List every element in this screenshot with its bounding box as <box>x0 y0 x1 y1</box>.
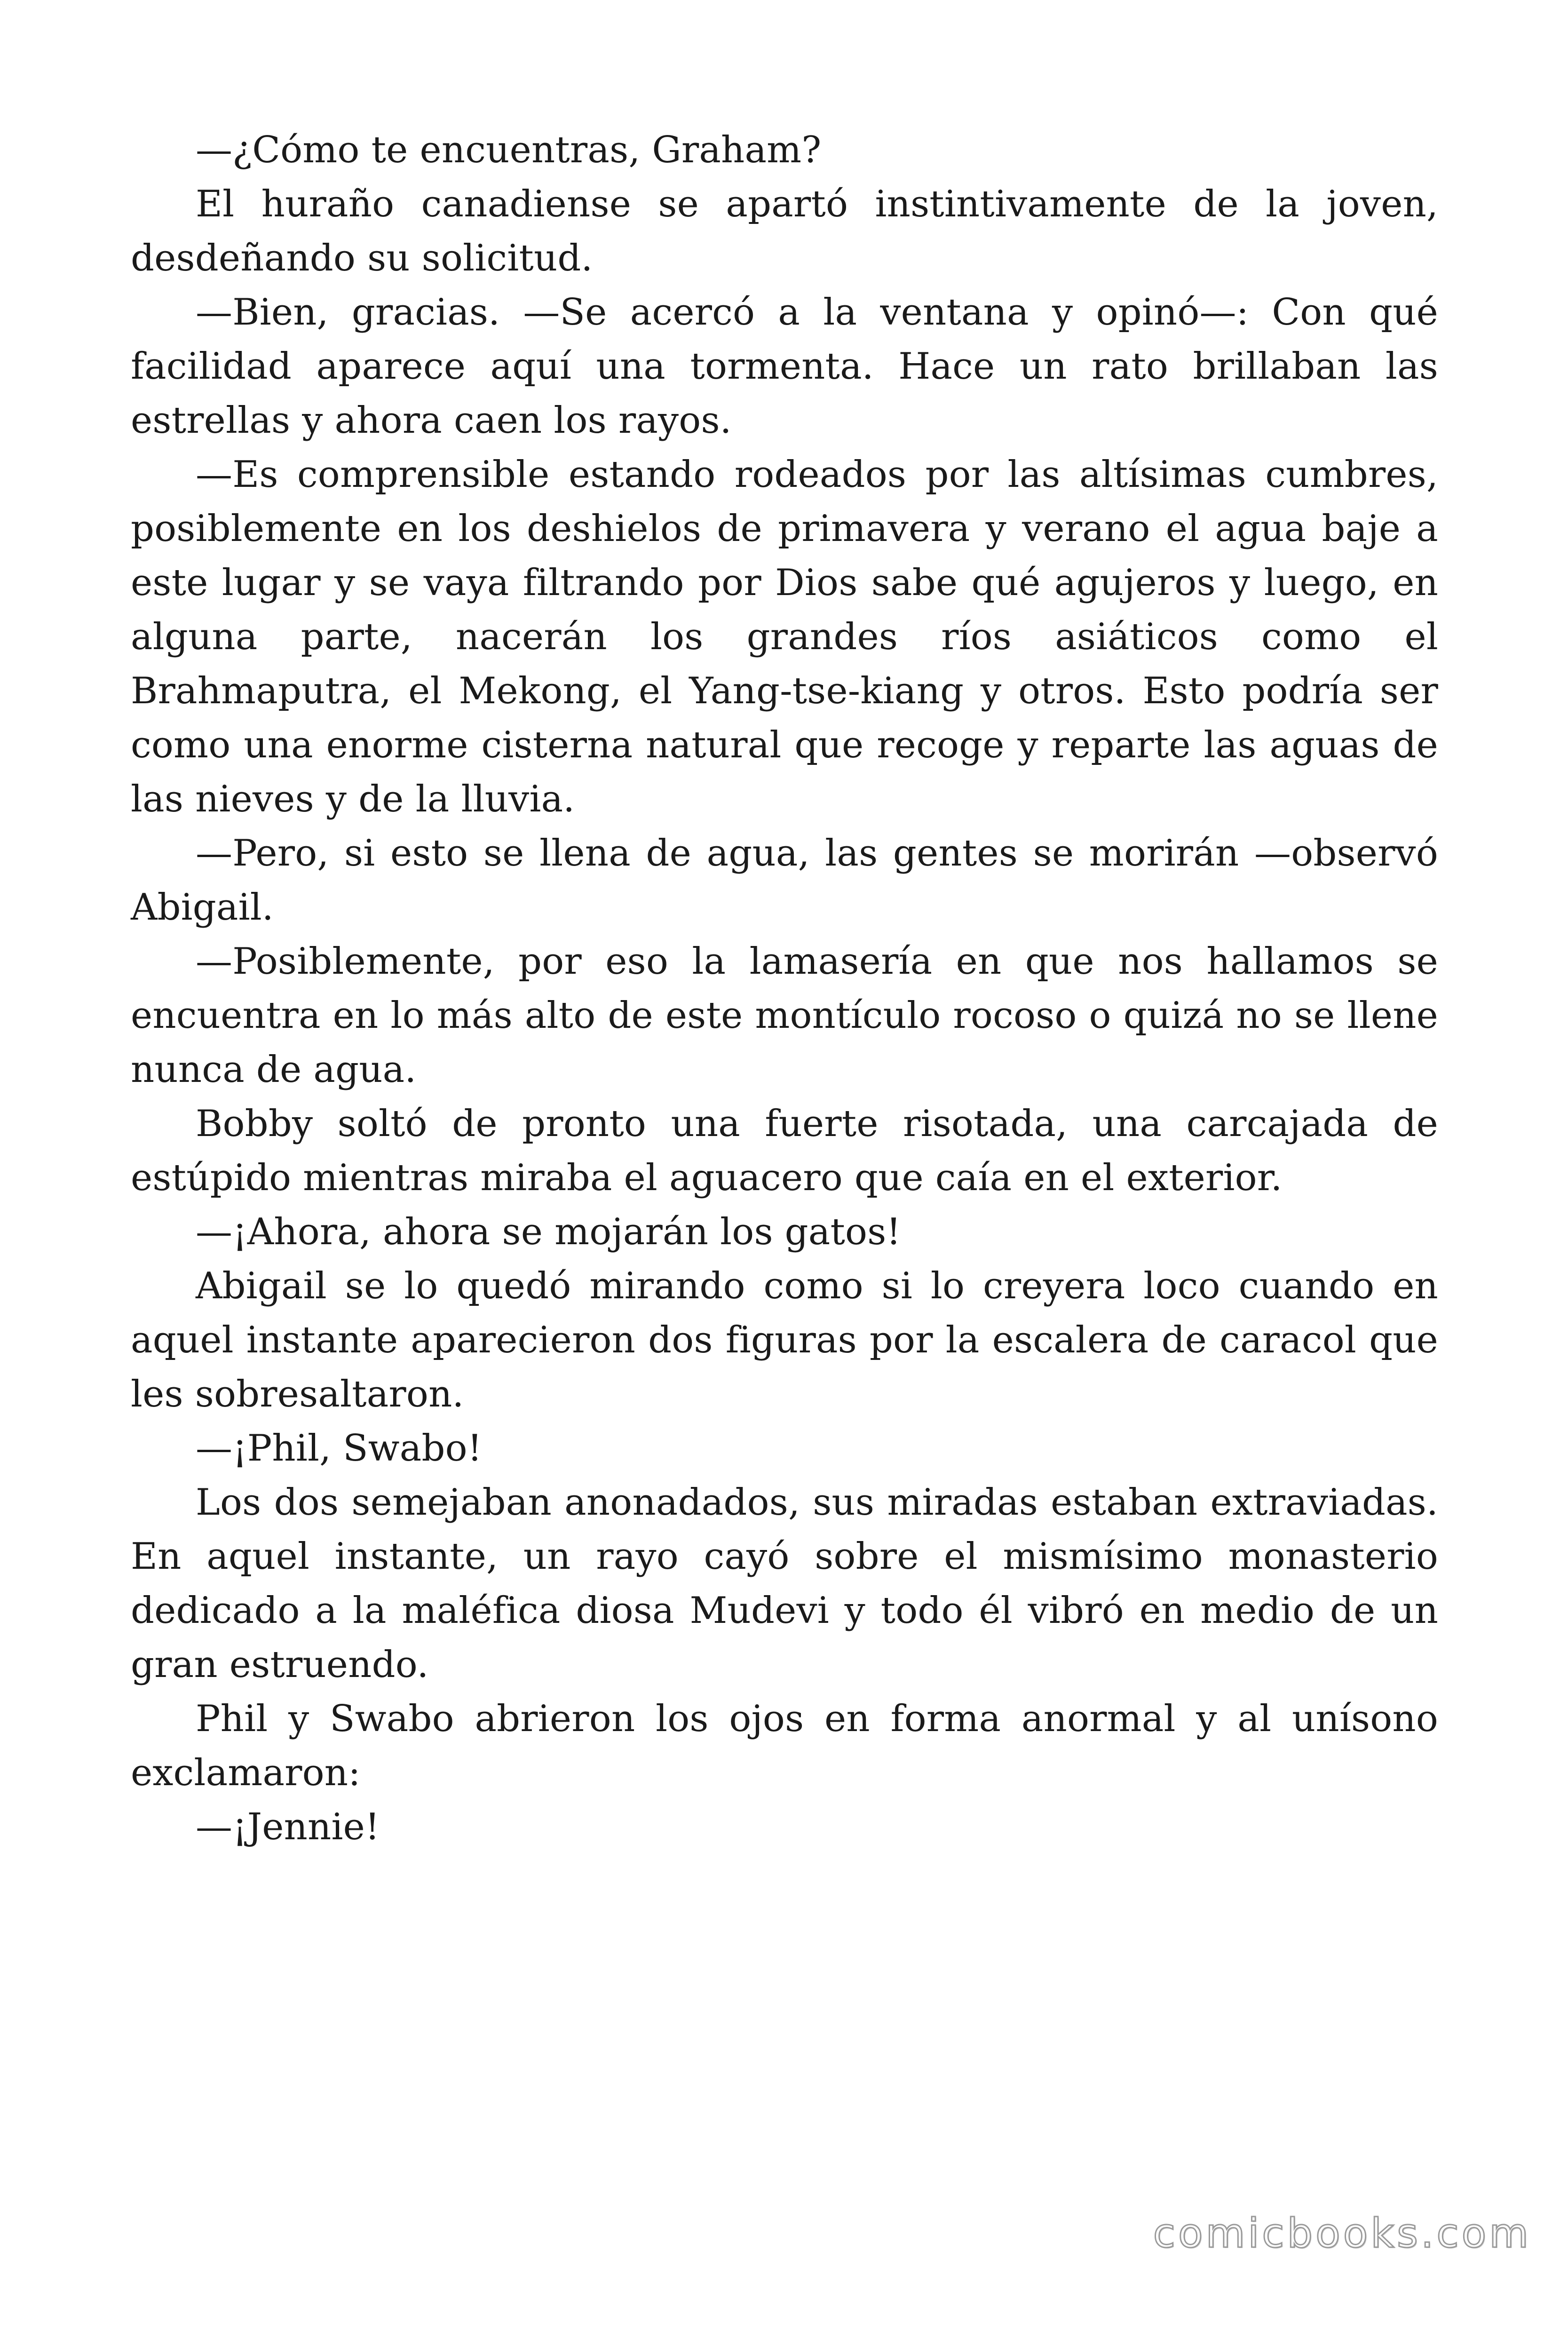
paragraph-10: —¡Phil, Swabo! <box>196 1427 483 1470</box>
paragraph-4: —Es comprensible estando rodeados por las altísimas cumbres, posiblemente en los deshielos de primavera y verano el agua baje a este lugar y se vaya filtrando por Dios sabe qué agujeros y luego, en alguna parte, nacerán los grandes ríos asiáticos como el Brahmaputra, el Mekong, el Yang-tse-kiang y otros. Esto podría ser como una enorme cisterna natural que recoge y reparte las aguas de las nieves y de la lluvia. <box>131 453 1438 820</box>
paragraph-5: —Pero, si esto se llena de agua, las gentes se morirán —observó Abigail. <box>131 832 1438 929</box>
paragraph-13: —¡Jennie! <box>196 1806 380 1848</box>
paragraph-1: —¿Cómo te encuentras, Graham? <box>196 129 822 171</box>
body-text <box>131 123 1438 1854</box>
paragraph-6: —Posiblemente, por eso la lamasería en que nos hallamos se encuentra en lo más alto de este montículo rocoso o quizá no se llene nunca de agua. <box>131 940 1438 1091</box>
paragraph-8: —¡Ahora, ahora se mojarán los gatos! <box>196 1211 901 1253</box>
paragraph-7: Bobby soltó de pronto una fuerte risotada, una carcajada de estúpido mientras miraba el aguacero que caía en el exterior. <box>131 1103 1438 1199</box>
watermark-text: comicbooks.com <box>1153 2210 1531 2257</box>
paragraph-11: Los dos semejaban anonadados, sus miradas estaban extraviadas. En aquel instante, un rayo cayó sobre el mismísimo monasterio dedicado a la maléfica diosa Mudevi y todo él vibró en medio de un gran estruendo. <box>131 1481 1438 1686</box>
paragraph-3: —Bien, gracias. —Se acercó a la ventana y opinó—: Con qué facilidad aparece aquí una tormenta. Hace un rato brillaban las estrellas y ahora caen los rayos. <box>131 291 1438 442</box>
paragraph-12: Phil y Swabo abrieron los ojos en forma anormal y al unísono exclamaron: <box>131 1698 1438 1794</box>
paragraph-9: Abigail se lo quedó mirando como si lo creyera loco cuando en aquel instante aparecieron dos figuras por la escalera de caracol que les sobresaltaron. <box>131 1265 1438 1415</box>
paragraph-2: El huraño canadiense se apartó instintivamente de la joven, desdeñando su solicitud. <box>131 183 1438 279</box>
